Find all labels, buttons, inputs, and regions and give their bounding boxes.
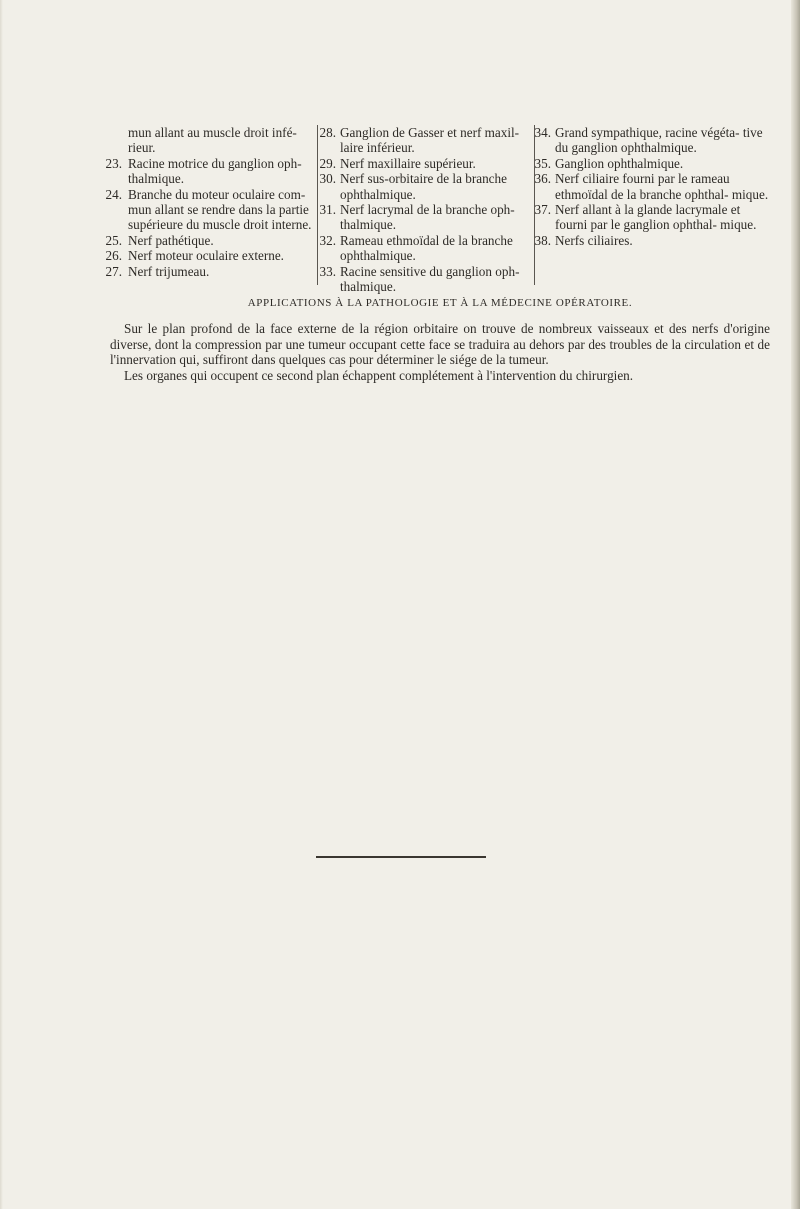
legend-item-number: 24.	[105, 186, 122, 202]
legend-item-text: Ganglion ophthalmique.	[555, 155, 684, 171]
legend-column-3	[534, 125, 770, 248]
legend-item	[319, 232, 534, 264]
legend-item	[105, 232, 315, 248]
body-text	[110, 321, 770, 383]
legend-item-number: 31.	[319, 202, 336, 218]
legend-item-text: Nerfs ciliaires.	[555, 232, 633, 248]
legend-item-text: Nerf trijumeau.	[128, 263, 210, 279]
section-heading: APPLICATIONS À LA PATHOLOGIE ET À LA MÉDECINE OPÉRATOIRE.	[247, 297, 633, 309]
legend-column-2	[319, 125, 534, 295]
legend-item-number: 28.	[319, 125, 336, 140]
legend-item-number: 23.	[105, 155, 122, 171]
legend-item-number: 34.	[534, 125, 551, 140]
legend-item-number: 30.	[319, 171, 336, 187]
legend-item	[534, 155, 770, 171]
legend-item-text: Racine motrice du ganglion oph- thalmique.	[128, 155, 302, 187]
legend-item-text: Grand sympathique, racine végéta- tive du ganglion ophthalmique.	[555, 125, 763, 156]
body-paragraph: Sur le plan profond de la face externe de la région orbitaire on trouve de nombreux vaisseaux et des nerfs d'origine diverse, dont la compression par une tumeur occupant cette face se traduira au dehors par des troubles de la circulation et de l'innervation qui, suffiront dans quelques cas pour déterminer le siége de la tumeur.	[110, 321, 770, 368]
legend-item	[534, 125, 770, 156]
legend-item-text: Racine sensitive du ganglion oph- thalmique.	[340, 263, 520, 295]
legend-item-text: Rameau ethmoïdal de la branche ophthalmique.	[340, 232, 513, 264]
legend-item	[110, 125, 315, 156]
legend-item	[534, 202, 770, 233]
legend-item	[319, 263, 534, 295]
page-edge-right	[791, 0, 800, 1209]
figure-legend	[105, 125, 770, 295]
legend-item-number: 32.	[319, 232, 336, 248]
legend-item-text: Nerf pathétique.	[128, 232, 214, 248]
legend-item-number: 36.	[534, 171, 551, 187]
legend-item	[319, 155, 534, 171]
body-paragraph: Les organes qui occupent ce second plan échappent complétement à l'intervention du chirurgien.	[124, 367, 634, 383]
legend-item-text: Nerf lacrymal de la branche oph- thalmique.	[340, 202, 515, 233]
legend-item-number: 37.	[534, 202, 551, 218]
horizontal-rule	[316, 856, 486, 858]
legend-item	[319, 171, 534, 202]
legend-column-1	[105, 125, 315, 279]
legend-item	[105, 155, 315, 187]
legend-item-number: 27.	[105, 263, 122, 279]
legend-item	[534, 232, 770, 248]
legend-item-text: Branche du moteur oculaire com- mun allant se rendre dans la partie supérieure du muscle droit interne.	[128, 186, 312, 233]
legend-item-number: 29.	[319, 155, 336, 171]
legend-item	[319, 125, 534, 156]
legend-item-text: Nerf maxillaire supérieur.	[340, 155, 476, 171]
legend-item-text: Ganglion de Gasser et nerf maxil- laire inférieur.	[340, 125, 520, 156]
legend-item-text: Nerf moteur oculaire externe.	[128, 248, 284, 264]
page-edge-left	[0, 0, 3, 1209]
legend-item-number: 33.	[319, 263, 336, 279]
legend-item	[105, 248, 315, 264]
legend-item-text: Nerf sus-orbitaire de la branche ophthalmique.	[340, 171, 507, 202]
legend-item-text: mun allant au muscle droit infé- rieur.	[128, 125, 297, 156]
legend-item-number: 26.	[105, 248, 122, 264]
legend-item	[534, 171, 770, 202]
legend-item	[105, 263, 315, 279]
legend-item-text: Nerf allant à la glande lacrymale et fourni par le ganglion ophthal- mique.	[555, 202, 757, 233]
legend-item-number: 35.	[534, 155, 551, 171]
legend-item-number: 38.	[534, 232, 551, 248]
legend-item-text: Nerf ciliaire fourni par le rameau ethmoïdal de la branche ophthal- mique.	[555, 171, 769, 202]
legend-item	[105, 186, 315, 233]
legend-item	[319, 202, 534, 233]
legend-item-number: 25.	[105, 232, 122, 248]
